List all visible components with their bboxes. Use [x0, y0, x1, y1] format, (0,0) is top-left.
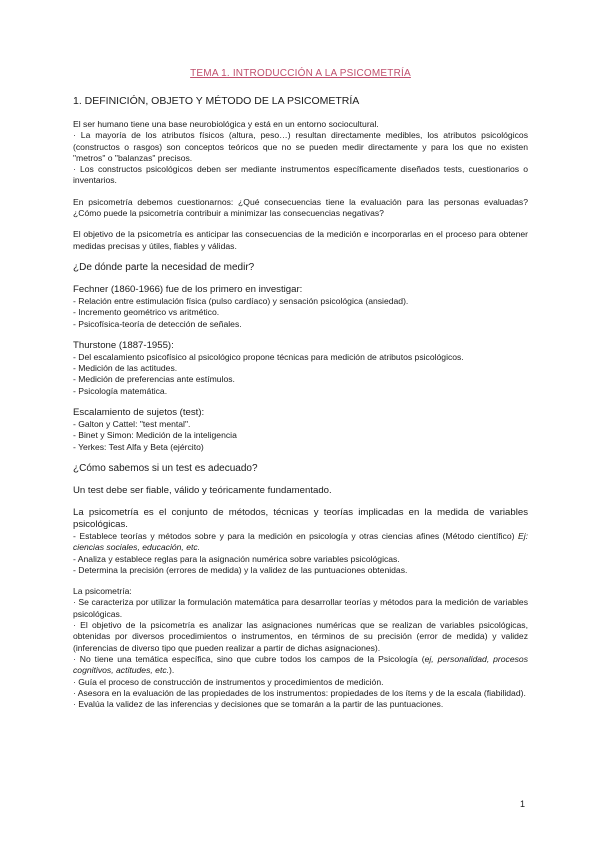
intro-line-1: El ser humano tiene una base neurobiológica y está en un entorno sociocultural.	[73, 119, 379, 129]
list-item: - Binet y Simon: Medición de la inteligencia	[73, 430, 237, 441]
document-page	[73, 68, 528, 710]
section-heading: 1. DEFINICIÓN, OBJETO Y MÉTODO DE LA PSICOMETRÍA	[73, 95, 360, 107]
list-item: - Psicofísica-teoría de detección de señales.	[73, 318, 242, 329]
features-item-5: · Asesora en la evaluación de las propiedades de los instrumentos: propiedades de los ítems y de la escala (fiabilidad).	[73, 687, 526, 698]
features-item-3: · No tiene una temática específica, sino que cubre todos los campos de la Psicología (ej, personalidad, procesos cognitivos, actitudes, etc.).	[73, 653, 528, 676]
fechner-heading: Fechner (1860-1966) fue de los primero en investigar:	[73, 283, 303, 295]
features-example: ej, personalidad, procesos cognitivos, actitudes, etc.	[73, 653, 528, 676]
list-item: - Relación entre estimulación física (pulso cardíaco) y sensación psicológica (ansiedad).	[73, 295, 409, 306]
features-item-1: · Se caracteriza por utilizar la formulación matemática para desarrollar teorías y métodos para la medición de variables psicológicas.	[73, 597, 528, 619]
paragraph-question: En psicometría debemos cuestionarnos: ¿Qué consecuencias tiene la evaluación para las personas evaluadas? ¿Cómo puede la psicometría contribuir a minimizar las consecuencias negativas?	[73, 196, 528, 219]
features-item-4: · Guía el proceso de construcción de instrumentos y procedimientos de medición.	[73, 676, 384, 687]
scaling-heading: Escalamiento de sujetos (test):	[73, 407, 205, 419]
definition-intro: La psicometría es el conjunto de métodos, técnicas y teorías implicadas en la medida de variables psicológicas.	[73, 506, 528, 530]
list-item: - Del escalamiento psicofísico al psicológico propone técnicas para medición de atributos psicológicos.	[73, 351, 464, 362]
features-heading: La psicometría:	[73, 586, 132, 597]
intro-line-2: · La mayoría de los atributos físicos (altura, peso…) resultan directamente medibles, los atributos psicológicos (constructos o rasgos) son conceptos teóricos que no se pueden medir directamente y para los que no existen "metros" o "balanzas" precisos.	[73, 130, 528, 163]
definition-item-3: - Determina la precisión (errores de medida) y la validez de las puntuaciones obtenidas.	[73, 564, 408, 575]
definition-item-2: - Analiza y establece reglas para la asignación numérica sobre variables psicológicas.	[73, 553, 400, 564]
features-item-6: · Evalúa la validez de las inferencias y decisiones que se tomarán a la partir de las puntuaciones.	[73, 699, 444, 710]
list-item: - Incremento geométrico vs aritmético.	[73, 307, 220, 318]
list-item: - Galton y Cattel: "test mental".	[73, 419, 191, 430]
document-title: TEMA 1. INTRODUCCIÓN A LA PSICOMETRÍA	[190, 68, 411, 79]
question-test: ¿Cómo sabemos si un test es adecuado?	[73, 462, 258, 474]
intro-line-3: · Los constructos psicológicos deben ser mediante instrumentos específicamente diseñados tests, cuestionarios o inventarios.	[73, 164, 528, 186]
definition-example: Ej: ciencias sociales, educación, etc.	[73, 530, 528, 553]
list-item: - Yerkes: Test Alfa y Beta (ejército)	[73, 441, 204, 452]
list-item: - Medición de las actitudes.	[73, 363, 178, 374]
definition-item-1: - Establece teorías y métodos sobre y para la medición en psicología y otras ciencias afines (Método científico) Ej: ciencias sociales, educación, etc.	[73, 530, 528, 553]
list-item: - Medición de preferencias ante estímulos.	[73, 374, 235, 385]
paragraph-objective: El objetivo de la psicometría es anticipar las consecuencias de la medición e incorporarlas en el proceso para obtener medidas precisas y útiles, fiables y válidas.	[73, 229, 528, 251]
features-item-2: · El objetivo de la psicometría es analizar las asignaciones numéricas que se realizan de variables psicológicas, obtenidas por diversos procedimientos o instrumentos, en términos de su precisión (error de medida) y validez (inferencias de diverso tipo que pueden realizar a partir de dichas asignaciones).	[73, 620, 528, 653]
list-item: - Psicología matemática.	[73, 385, 168, 396]
answer-test: Un test debe ser fiable, válido y teóricamente fundamentado.	[73, 484, 332, 496]
thurstone-heading: Thurstone (1887-1955):	[73, 339, 174, 351]
question-measure: ¿De dónde parte la necesidad de medir?	[73, 261, 255, 273]
page-number: 1	[519, 799, 525, 809]
